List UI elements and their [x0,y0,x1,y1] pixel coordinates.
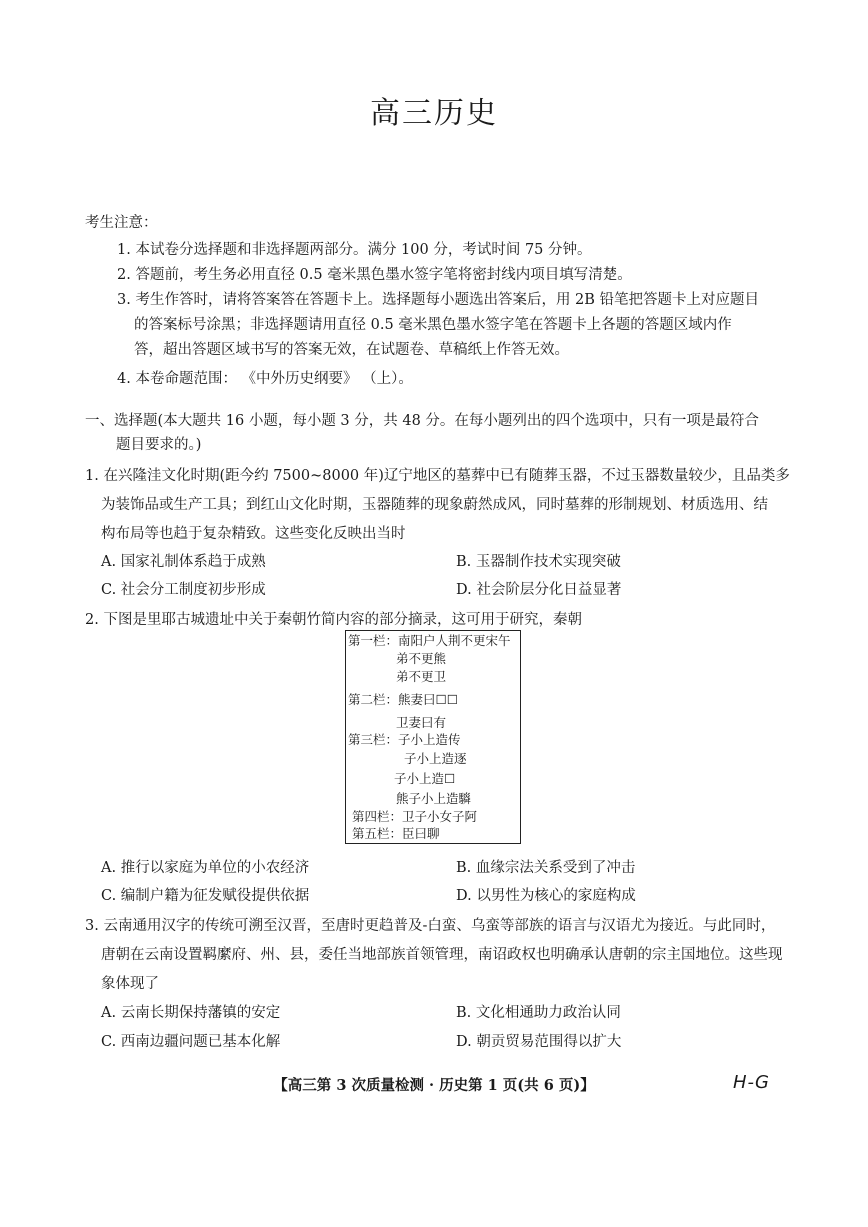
section-heading: 一、选择题(本大题共 16 小题，每小题 3 分，共 48 分。在每小题列出的四个选项中，只有一项是最符合 [85,413,759,429]
question-3-option-b: B. 文化相通助力政治认同 [456,1005,621,1021]
notice-heading: 考生注意： [85,215,158,231]
paper-code: H-G [733,1072,770,1093]
notice-item: 答，超出答题区域书写的答案无效，在试题卷、草稿纸上作答无效。 [134,342,569,358]
question-3-text: 唐朝在云南设置羁縻府、州、县，委任当地部族首领管理，南诏政权也明确承认唐朝的宗主国地位。这些现 [101,947,783,963]
slip-line: 弟不更熊 [396,651,447,666]
question-3-text: 象体现了 [101,976,159,992]
slip-line: 第二栏：熊妻曰☐☐ [348,692,458,707]
question-1-option-b: B. 玉器制作技术实现突破 [456,554,621,570]
question-3-option-c: C. 西南边疆问题已基本化解 [101,1034,281,1050]
question-1-text: 1. 在兴隆洼文化时期(距今约 7500~8000 年)辽宁地区的墓葬中已有随葬玉器，不过玉器数量较少，且品类多 [85,468,790,484]
page-title: 高三历史 [370,96,498,131]
slip-line: 熊子小上造䮼 [396,791,472,806]
question-2-option-a: A. 推行以家庭为单位的小农经济 [101,860,310,876]
question-2-text: 2. 下图是里耶古城遗址中关于秦朝竹简内容的部分摘录，这可用于研究，秦朝 [85,612,582,628]
question-1-option-d: D. 社会阶层分化日益显著 [456,582,622,598]
slip-line: 弟不更卫 [396,669,447,684]
page-footer: 【高三第 3 次质量检测 · 历史第 1 页(共 6 页)】 [273,1077,595,1094]
question-2-option-c: C. 编制户籍为征发赋役提供依据 [101,888,310,904]
bamboo-slip-excerpt [345,630,521,844]
slip-line: 第三栏：子小上造传 [348,732,461,747]
notice-item: 1. 本试卷分选择题和非选择题两部分。满分 100 分，考试时间 75 分钟。 [117,242,592,258]
question-1-option-c: C. 社会分工制度初步形成 [101,582,266,598]
question-1-text: 构布局等也趋于复杂精致。这些变化反映出当时 [101,526,406,542]
notice-item: 4. 本卷命题范围： 《中外历史纲要》 （上）。 [117,371,413,387]
question-3-option-a: A. 云南长期保持藩镇的安定 [101,1005,281,1021]
question-2-option-d: D. 以男性为核心的家庭构成 [456,888,636,904]
question-3-option-d: D. 朝贡贸易范围得以扩大 [456,1034,622,1050]
notice-item: 3. 考生作答时，请将答案答在答题卡上。选择题每小题选出答案后，用 2B 铅笔把答题卡上对应题目 [117,292,760,308]
slip-line: 第五栏：臣曰聊 [352,826,440,841]
question-2-option-b: B. 血缘宗法关系受到了冲击 [456,860,636,876]
question-1-text: 为装饰品或生产工具；到红山文化时期，玉器随葬的现象蔚然成风，同时墓葬的形制规划、材质选用、结 [101,497,768,513]
slip-line: 第四栏：卫子小女子阿 [352,809,478,824]
slip-line: 第一栏：南阳户人荆不更宋午 [348,633,511,648]
notice-item: 的答案标号涂黑；非选择题请用直径 0.5 毫米黑色墨水签字笔在答题卡上各题的答题区域内作 [134,317,732,333]
slip-line: 卫妻曰有 [396,715,447,730]
section-heading-cont: 题目要求的。) [116,437,202,453]
question-3-text: 3. 云南通用汉字的传统可溯至汉晋，至唐时更趋普及-白蛮、乌蛮等部族的语言与汉语尤为接近。与此同时， [85,918,776,934]
question-1-option-a: A. 国家礼制体系趋于成熟 [101,554,266,570]
notice-item: 2. 答题前，考生务必用直径 0.5 毫米黑色墨水签字笔将密封线内项目填写清楚。 [117,267,632,283]
slip-line: 子小上造☐ [394,771,456,786]
slip-line: 子小上造逐 [404,751,467,766]
